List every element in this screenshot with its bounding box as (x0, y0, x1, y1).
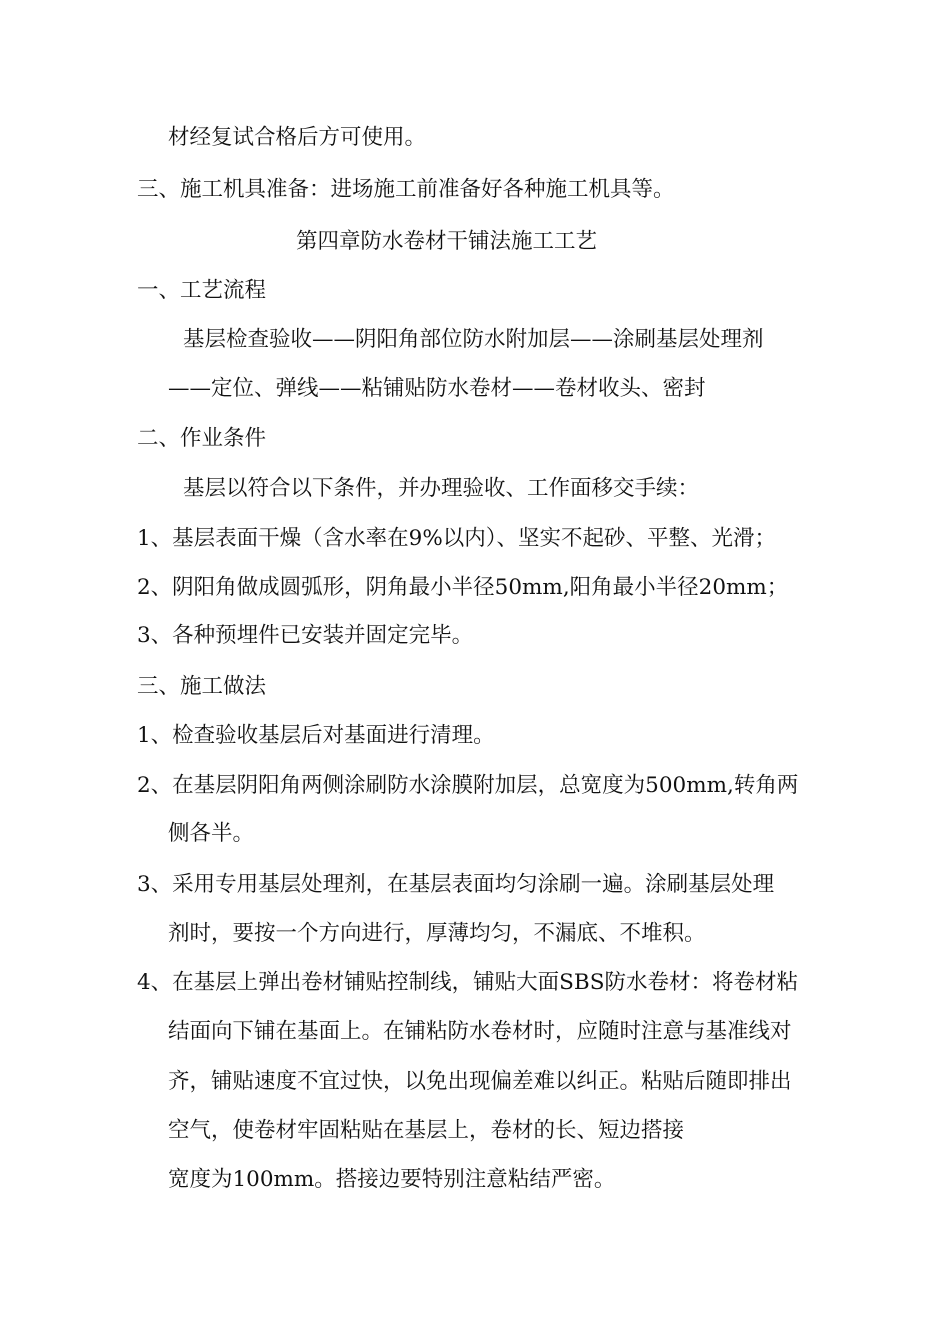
text-line: 基层检查验收——阴阳角部位防水附加层——涂刷基层处理剂 (183, 327, 764, 352)
section-heading: 三、施工机具准备：进场施工前准备好各种施工机具等。 (137, 177, 675, 202)
section-heading: 一、工艺流程 (137, 278, 267, 303)
text-line: 结面向下铺在基面上。在铺粘防水卷材时，应随时注意与基准线对 (168, 1019, 792, 1044)
chapter-title: 第四章防水卷材干铺法施工工艺 (296, 229, 598, 254)
list-item: 2、在基层阴阳角两侧涂刷防水涂膜附加层，总宽度为500mm,转角两 (137, 773, 799, 798)
list-item: 2、阴阳角做成圆弧形，阴角最小半径50mm,阳角最小半径20mm； (137, 575, 789, 600)
text-line: 空气，使卷材牢固粘贴在基层上，卷材的长、短边搭接 (168, 1118, 685, 1143)
text-line: 侧各半。 (168, 821, 255, 846)
list-item: 3、各种预埋件已安装并固定完毕。 (137, 623, 474, 648)
text-line: 剂时，要按一个方向进行，厚薄均匀，不漏底、不堆积。 (168, 921, 706, 946)
section-heading: 三、施工做法 (137, 674, 267, 699)
section-heading: 二、作业条件 (137, 426, 267, 451)
text-line: ——定位、弹线——粘铺贴防水卷材——卷材收头、密封 (168, 376, 706, 401)
text-line: 基层以符合以下条件，并办理验收、工作面移交手续： (183, 476, 700, 501)
list-item: 1、检查验收基层后对基面进行清理。 (137, 723, 495, 748)
list-item: 1、基层表面干燥（含水率在9%以内）、坚实不起砂、平整、光滑； (137, 526, 777, 551)
text-line: 齐，铺贴速度不宜过快，以免出现偏差难以纠正。粘贴后随即排出 (168, 1069, 792, 1094)
list-item: 3、采用专用基层处理剂，在基层表面均匀涂刷一遍。涂刷基层处理 (137, 872, 775, 897)
text-line: 宽度为100mm。搭接边要特别注意粘结严密。 (168, 1167, 616, 1192)
list-item: 4、在基层上弹出卷材铺贴控制线，铺贴大面SBS防水卷材：将卷材粘 (137, 970, 798, 995)
text-line: 材经复试合格后方可使用。 (168, 125, 427, 150)
